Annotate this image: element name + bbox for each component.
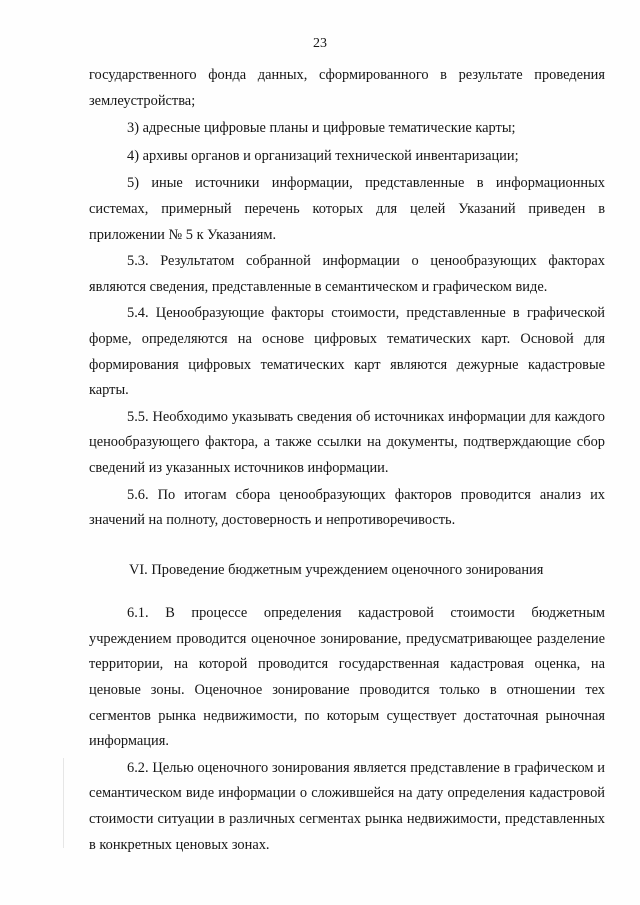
scan-artifact — [63, 758, 64, 848]
paragraph-6-1: 6.1. В процессе определения кадастровой стоимости бюджетным учреждением проводится оценочное зонирование, предусматривающее разделение территории, на которой проводится государственная кадастровая оценка, на ценовые зоны. Оценочное зонирование проводится только в отношении тех сегментов рынка недвижимости, по которым существует достаточная рыночная информация. — [89, 605, 605, 750]
section-heading: VI. Проведение бюджетным учреждением оценочного зонирования — [129, 561, 544, 578]
list-item-5: 5) иные источники информации, представленные в информационных системах, примерный перечень которых для целей Указаний приведен в приложении № 5 к Указаниям. — [89, 175, 605, 243]
paragraph-5-4: 5.4. Ценообразующие факторы стоимости, представленные в графической форме, определяются на основе цифровых тематических карт. Основой для формирования цифровых тематических карт являются дежурные кадастровые карты. — [89, 305, 605, 399]
page-number: 23 — [313, 36, 327, 51]
paragraph-5-5: 5.5. Необходимо указывать сведения об источниках информации для каждого ценообразующего фактора, а также ссылки на документы, подтверждающие сбор сведений из указанных источников информации. — [89, 408, 605, 476]
paragraph-5-6: 5.6. По итогам сбора ценообразующих факторов проводится анализ их значений на полноту, достоверность и непротиворечивость. — [89, 486, 605, 529]
document-body — [89, 63, 605, 858]
list-item-3: 3) адресные цифровые планы и цифровые тематические карты; — [127, 120, 516, 137]
paragraph-5-3: 5.3. Результатом собранной информации о ценообразующих факторах являются сведения, представленные в семантическом и графическом виде. — [89, 253, 605, 295]
paragraph-6-2: 6.2. Целью оценочного зонирования является представление в графическом и семантическом виде информации о сложившейся на дату определения кадастровой стоимости ситуации в различных сегментах рынка недвижимости, представленных в конкретных ценовых зонах. — [89, 759, 605, 853]
paragraph-continuation: государственного фонда данных, сформированного в результате проведения землеустройства; — [89, 67, 605, 109]
list-item-4: 4) архивы органов и организаций технической инвентаризации; — [127, 147, 519, 164]
